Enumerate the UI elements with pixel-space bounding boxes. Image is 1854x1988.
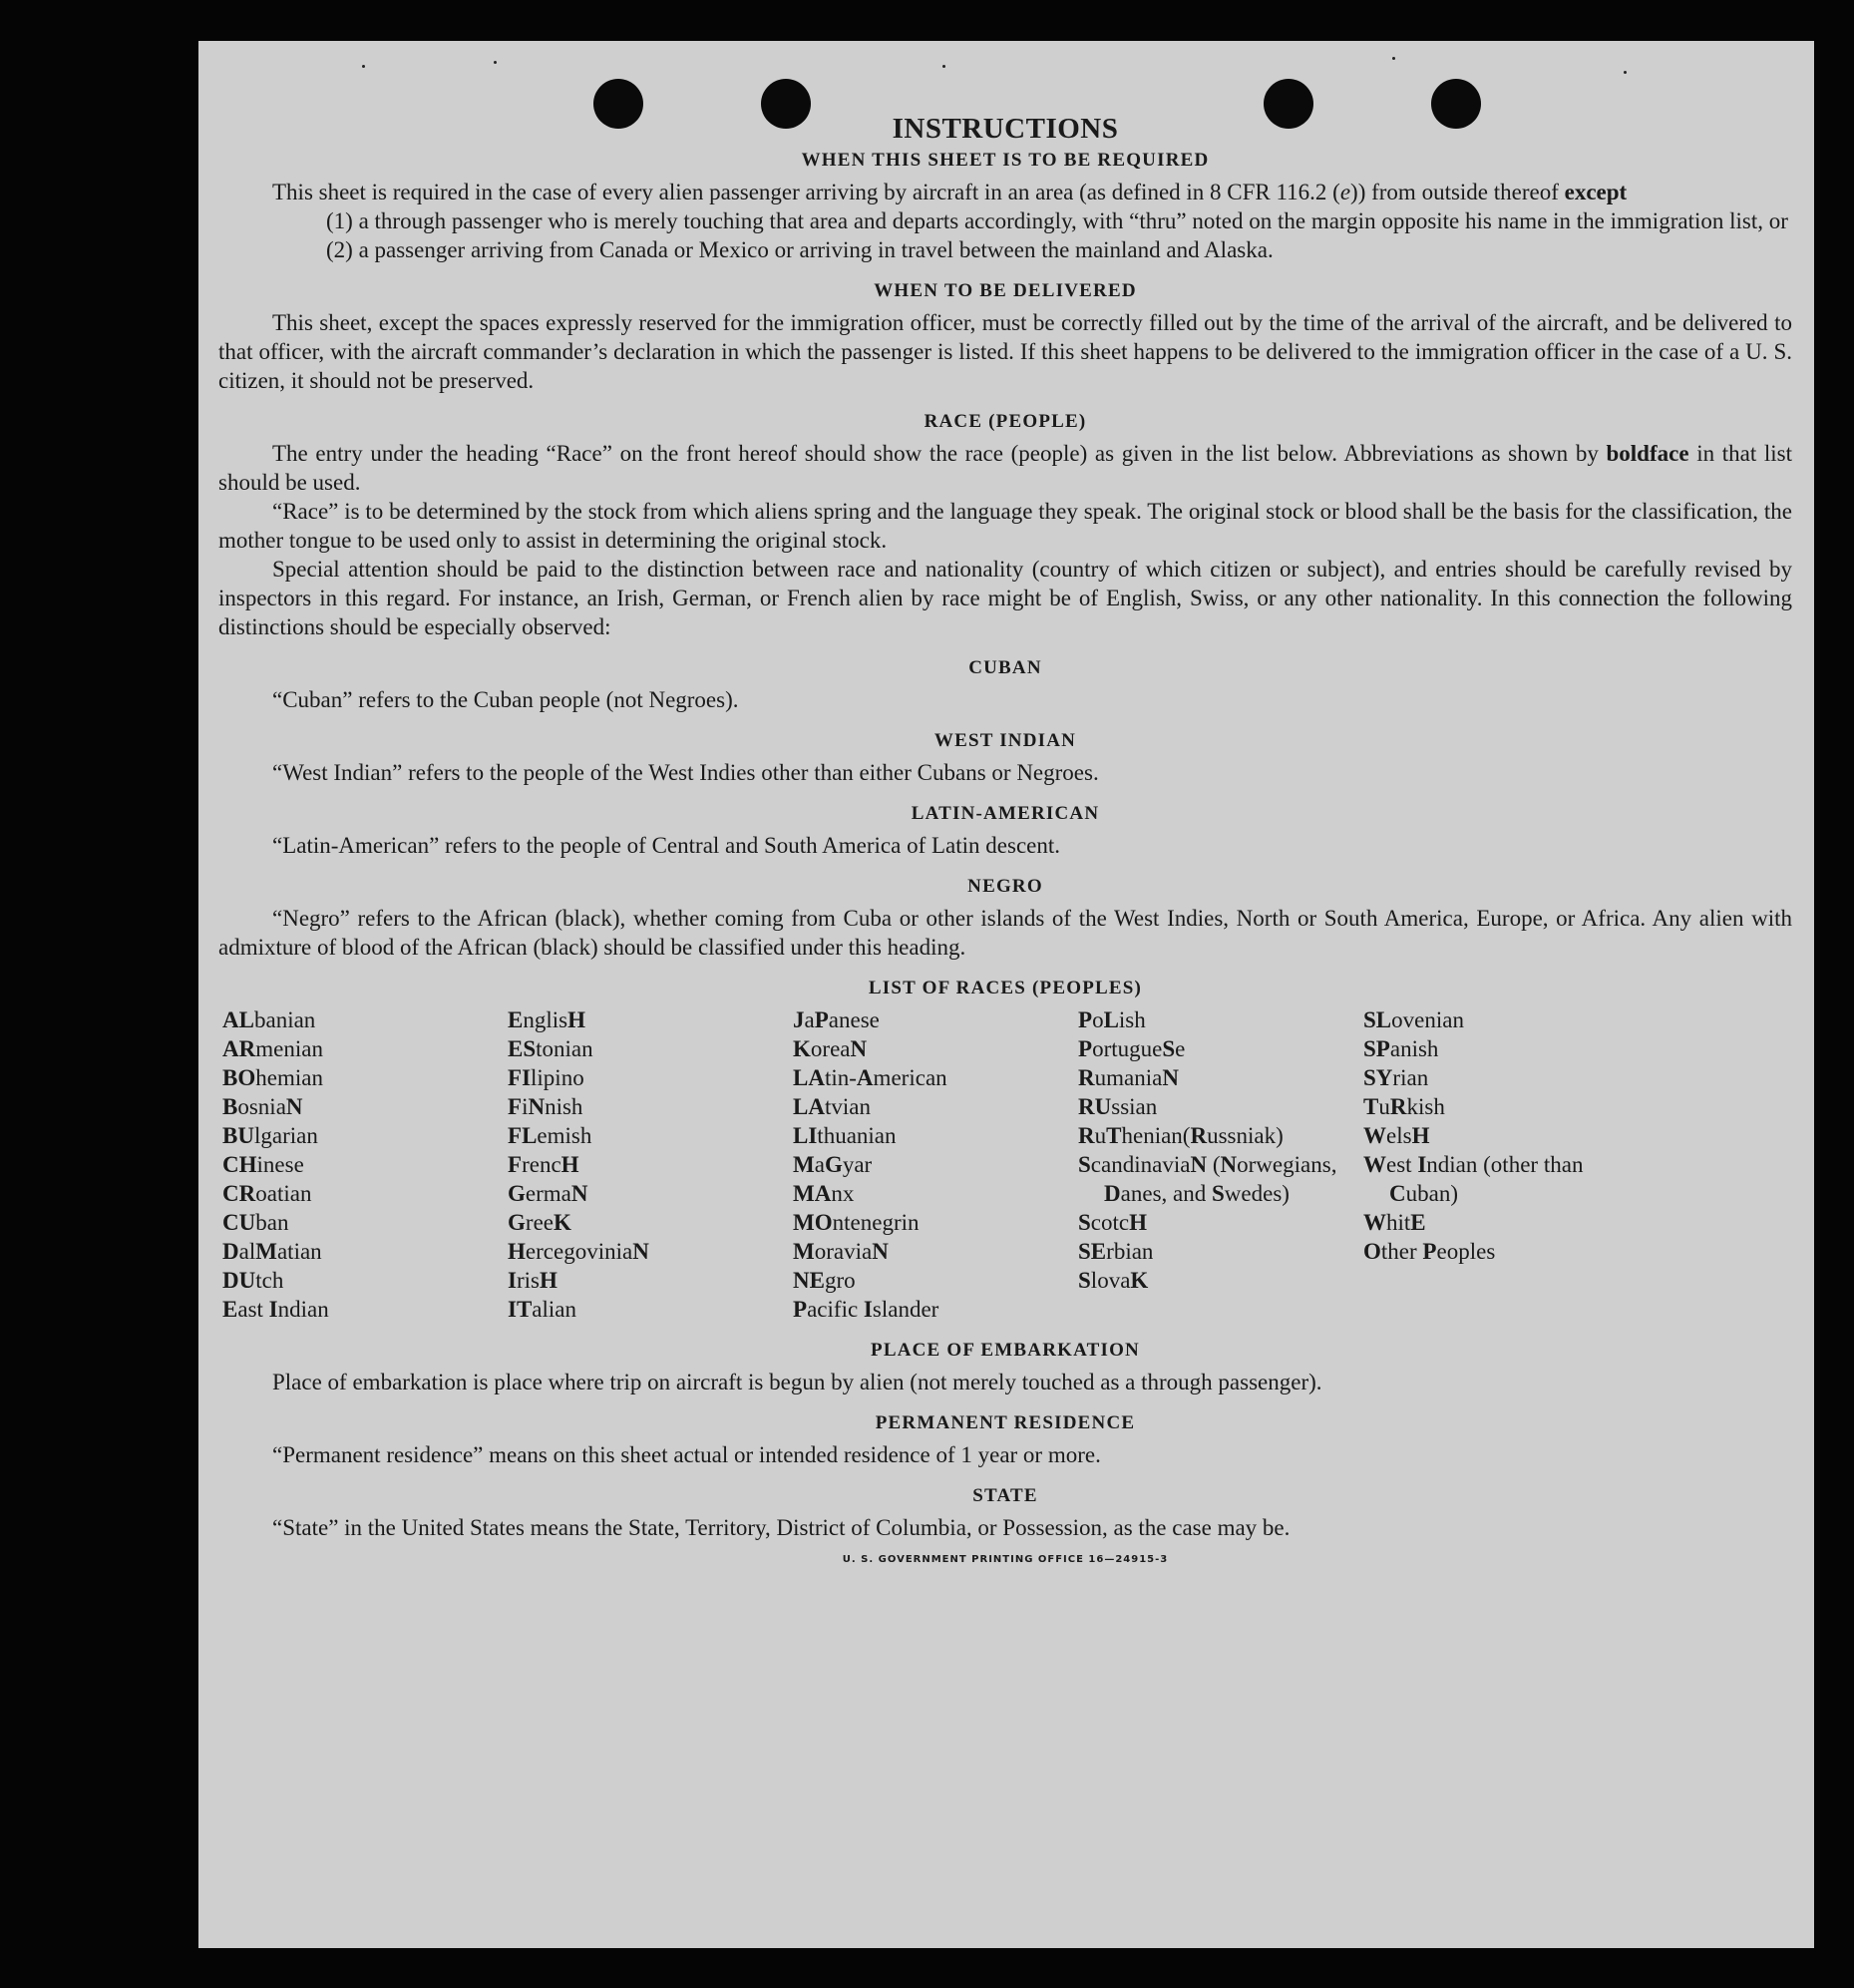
punch-hole: [1431, 79, 1481, 129]
race-item: WhitE: [1363, 1210, 1426, 1235]
race-item: JaPanese: [793, 1007, 880, 1032]
state-text: “State” in the United States means the State, Territory, District of Columbia, or Possession, as the case may be.: [272, 1515, 1291, 1540]
required-intro: This sheet is required in the case of every alien passenger arriving by aircraft in an area (as defined in 8 CFR 116.2 (e)) from outside thereof except: [272, 180, 1628, 204]
race-item: BosniaN: [222, 1094, 303, 1119]
printing-office-footer: U. S. GOVERNMENT PRINTING OFFICE 16—24915-3: [842, 1554, 1169, 1565]
heading-list-of-races: LIST OF RACES (PEOPLES): [868, 978, 1143, 998]
race-item: PoLish: [1078, 1007, 1146, 1032]
race-item: FLemish: [508, 1123, 592, 1148]
dust-speck: [1624, 71, 1627, 74]
instruction-sheet: [198, 41, 1814, 1948]
heading-state: STATE: [972, 1485, 1038, 1506]
race-item: ScandinaviaN (Norwegians, Danes, and Swedes): [1078, 1152, 1337, 1206]
dust-speck: [942, 65, 945, 68]
races-column: [789, 1005, 1074, 1324]
punch-hole: [593, 79, 643, 129]
race-item: RUssian: [1078, 1094, 1158, 1119]
race-item: BUlgarian: [222, 1123, 318, 1148]
cuban-text: “Cuban” refers to the Cuban people (not Negroes).: [272, 687, 739, 712]
race-item: East Indian: [222, 1297, 329, 1322]
race-paragraph-2: “Race” is to be determined by the stock from which aliens spring and the language they speak. The original stock or blood shall be the basis for the classification, the mother tongue to be used only to assist in determining the original stock.: [218, 499, 1792, 553]
heading-latin-american: LATIN-AMERICAN: [911, 803, 1100, 824]
race-item: IrisH: [508, 1268, 557, 1293]
heading-race: RACE (PEOPLE): [924, 411, 1087, 432]
negro-text: “Negro” refers to the African (black), whether coming from Cuba or other islands of the West Indies, North or South America, Europe, or Africa. Any alien with admixture of blood of the African (black) should be classified under this heading.: [218, 906, 1792, 960]
races-column: [218, 1005, 504, 1324]
races-column: [1359, 1005, 1631, 1324]
race-item: KoreaN: [793, 1036, 868, 1061]
race-item: RumaniaN: [1078, 1065, 1179, 1090]
heading-when-delivered: WHEN TO BE DELIVERED: [874, 280, 1137, 301]
dust-speck: [1392, 57, 1395, 60]
heading-cuban: CUBAN: [968, 657, 1042, 678]
races-list: [218, 1005, 1792, 1324]
race-item: EStonian: [508, 1036, 593, 1061]
race-item: LAtin-American: [793, 1065, 947, 1090]
race-item: PortugueSe: [1078, 1036, 1186, 1061]
race-item: Pacific Islander: [793, 1297, 939, 1322]
embarkation-text: Place of embarkation is place where trip on aircraft is begun by alien (not merely touched as a through passenger).: [272, 1370, 1322, 1394]
race-item: ScotcH: [1078, 1210, 1148, 1235]
races-column: [504, 1005, 789, 1324]
race-item: FIlipino: [508, 1065, 584, 1090]
race-item: GermaN: [508, 1181, 588, 1206]
race-item: LIthuanian: [793, 1123, 897, 1148]
race-item: MaGyar: [793, 1152, 873, 1177]
race-item: EnglisH: [508, 1007, 585, 1032]
race-item: DUtch: [222, 1268, 284, 1293]
race-item: MoraviaN: [793, 1239, 889, 1264]
race-item: CUban: [222, 1210, 289, 1235]
race-item: SLovenian: [1363, 1007, 1464, 1032]
race-item: MAnx: [793, 1181, 855, 1206]
required-item-1: (1) a through passenger who is merely touching that area and departs accordingly, with “thru” noted on the margin opposite his name in the immigration list, or: [326, 208, 1788, 233]
race-item: FrencH: [508, 1152, 579, 1177]
page-title: INSTRUCTIONS: [892, 113, 1119, 145]
race-item: CHinese: [222, 1152, 304, 1177]
races-column: [1074, 1005, 1359, 1324]
heading-west-indian: WEST INDIAN: [933, 730, 1077, 751]
heading-when-required: WHEN THIS SHEET IS TO BE REQUIRED: [801, 150, 1210, 171]
heading-permanent-residence: PERMANENT RESIDENCE: [875, 1412, 1136, 1433]
race-item: BOhemian: [222, 1065, 323, 1090]
dust-speck: [494, 61, 497, 64]
race-paragraph-1: The entry under the heading “Race” on the front hereof should show the race (people) as given in the list below. Abbreviations as shown by boldface in that list should be used.: [218, 441, 1792, 495]
punch-hole: [1264, 79, 1313, 129]
race-item: LAtvian: [793, 1094, 871, 1119]
heading-place-of-embarkation: PLACE OF EMBARKATION: [871, 1340, 1140, 1361]
race-item: GreeK: [508, 1210, 571, 1235]
race-paragraph-3: Special attention should be paid to the distinction between race and nationality (country of which citizen or subject), and entries should be carefully revised by inspectors in this regard. For instance, an Irish, German, or French alien by race might be of English, Swiss, or any other nationality. In this connection the following distinctions should be especially observed:: [218, 557, 1792, 639]
dust-speck: [362, 65, 365, 68]
heading-negro: NEGRO: [967, 876, 1043, 897]
required-item-2: (2) a passenger arriving from Canada or Mexico or arriving in travel between the mainland and Alaska.: [326, 237, 1274, 262]
race-item: WelsH: [1363, 1123, 1430, 1148]
race-item: ALbanian: [222, 1007, 316, 1032]
delivered-text: This sheet, except the spaces expressly reserved for the immigration officer, must be correctly filled out by the time of the arrival of the aircraft, and be delivered to that officer, with the aircraft commander’s declaration in which the passenger is listed. If this sheet happens to be delivered to the immigration officer in the case of a U. S. citizen, it should not be preserved.: [218, 310, 1792, 393]
residence-text: “Permanent residence” means on this sheet actual or intended residence of 1 year or more.: [272, 1442, 1101, 1467]
race-item: SErbian: [1078, 1239, 1154, 1264]
race-item: RuThenian(Russniak): [1078, 1123, 1284, 1148]
race-item: TuRkish: [1363, 1094, 1445, 1119]
latin-american-text: “Latin-American” refers to the people of Central and South America of Latin descent.: [272, 833, 1060, 858]
race-item: SPanish: [1363, 1036, 1439, 1061]
race-item: SYrian: [1363, 1065, 1429, 1090]
race-item: ITalian: [508, 1297, 577, 1322]
race-item: ARmenian: [222, 1036, 323, 1061]
race-item: Other Peoples: [1363, 1239, 1496, 1264]
race-item: NEgro: [793, 1268, 856, 1293]
race-item: FiNnish: [508, 1094, 583, 1119]
race-item: CRoatian: [222, 1181, 312, 1206]
race-item: DalMatian: [222, 1239, 322, 1264]
west-indian-text: “West Indian” refers to the people of the West Indies other than either Cubans or Negroes.: [272, 760, 1099, 785]
race-item: SlovaK: [1078, 1268, 1149, 1293]
race-item: HercegoviniaN: [508, 1239, 649, 1264]
race-item: MOntenegrin: [793, 1210, 920, 1235]
race-item: West Indian (other than Cuban): [1363, 1152, 1584, 1206]
punch-hole: [761, 79, 811, 129]
